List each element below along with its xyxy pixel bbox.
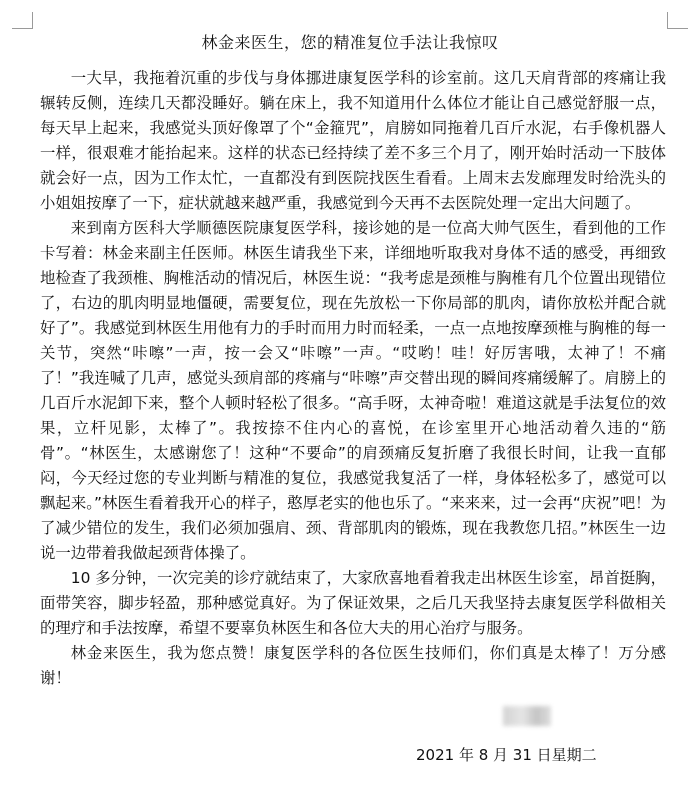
- paragraph-4: 林金来医生，我为您点赞！康复医学科的各位医生技师们，你们真是太棒了！万分感谢！: [40, 644, 666, 687]
- paragraph-3: 10 多分钟，一次完美的诊疗就结束了，大家欣喜地看着我走出林医生诊室，昂首挺胸，面带笑容，脚步轻盈，那种感觉真好。为了保证效果，之后几天我坚持去康复医学科做相关的理疗和手法按摩，希望不要辜负林医生和各位大夫的用心治疗与服务。: [40, 569, 666, 637]
- page-corner-mark-top-left: [12, 12, 33, 29]
- letter-title: 林金来医生，您的精准复位手法让我惊叹: [201, 33, 499, 52]
- letter-date: 2021 年 8 月 31 日星期二: [416, 746, 597, 764]
- paragraph-1: 一大早，我拖着沉重的步伐与身体挪进康复医学科的诊室前。这几天肩背部的疼痛让我辗转反侧，连续几天都没睡好。躺在床上，我不知道用什么体位才能让自己感觉舒服一点，每天早上起来，我感觉头顶好像罩了个“金箍咒”，肩膀如同拖着几百斤水泥，右手像机器人一样，很艰难才能抬起来。这样的状态已经持续了差不多三个月了，刚开始时活动一下肢体就会好一点，因为工作太忙，一直都没有到医院找医生看看。上周末去发廊理发时给洗头的小姐姐按摩了一下，症状就越来越严重，我感觉到今天再不去医院处理一定出大问题了。: [40, 69, 666, 212]
- paragraph-2: 来到南方医科大学顺德医院康复医学科，接诊她的是一位高大帅气医生，看到他的工作卡写着：林金来副主任医师。林医生请我坐下来，详细地听取我对身体不适的感受，再细致地检查了我颈椎、胸椎活动的情况后，林医生说：“我考虑是颈椎与胸椎有几个位置出现错位了，右边的肌肉明显地僵硬，需要复位，现在先放松一下你局部的肌肉，请你放松并配合就好了”。我感觉到林医生用他有力的手时而用力时而轻柔，一点一点地按摩颈椎与胸椎的每一关节，突然“咔嚓”一声，按一会又“咔嚓”一声。“哎哟！哇！好厉害哦，太神了！不痛了！”我连喊了几声，感觉头颈肩部的疼痛与“咔嚓”声交替出现的瞬间疼痛缓解了。肩膀上的几百斤水泥卸下来，整个人顿时轻松了很多。“高手呀，太神奇啦！难道这就是手法复位的效果，立杆见影，太棒了”。我按捺不住内心的喜悦，在诊室里开心地活动着久违的“筋骨”。“林医生，太感谢您了！这种“不要命”的肩颈痛反复折磨了我很长时间，让我一直郁闷，今天经过您的专业判断与精准的复位，我感觉我复活了一样，身体轻松多了，感觉可以飘起来。”林医生看着我开心的样子，憨厚老实的他也乐了。“来来来，过一会再“庆祝”吧！为了减少错位的发生，我们必须加强肩、颈、背部肌肉的锻炼，现在我教您几招。”林医生一边说一边带着我做起颈背体操了。: [40, 219, 666, 562]
- letter-body: [40, 66, 666, 691]
- page-corner-mark-top-right: [667, 12, 688, 29]
- redacted-signature: [503, 706, 551, 726]
